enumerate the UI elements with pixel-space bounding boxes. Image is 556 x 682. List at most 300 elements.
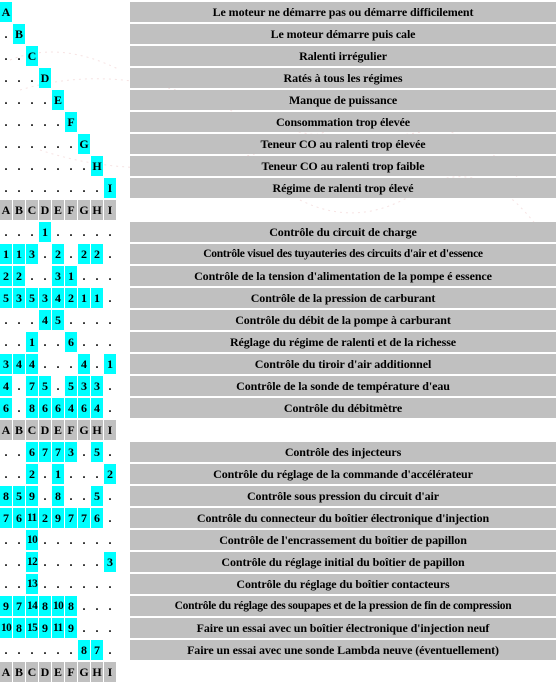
dot-cell: . xyxy=(4,181,8,195)
column-letter: A xyxy=(0,200,12,220)
gap-cell xyxy=(130,420,556,440)
empty-cell xyxy=(26,24,38,44)
spacer-cell xyxy=(117,90,129,110)
spacer-cell xyxy=(117,662,129,682)
column-letter: F xyxy=(65,420,77,440)
step-number: 5 xyxy=(39,376,51,396)
step-number: 10 xyxy=(52,596,64,616)
dot-cell: . xyxy=(108,445,112,459)
dot-cell: . xyxy=(108,577,112,591)
step-number: 4 xyxy=(26,354,38,374)
step-number: 7 xyxy=(26,376,38,396)
step-number: 8 xyxy=(13,618,25,638)
dot-cell: . xyxy=(56,137,60,151)
dot-cell: . xyxy=(17,335,21,349)
step-number: 7 xyxy=(0,508,12,528)
column-letter: C xyxy=(26,662,38,682)
dot-cell: . xyxy=(17,181,21,195)
column-letter: E xyxy=(52,662,64,682)
dot-cell: . xyxy=(30,159,34,173)
check-label: Contrôle du réglage initial du boîtier de papillon xyxy=(130,552,556,572)
dot-cell: . xyxy=(30,115,34,129)
step-number: 1 xyxy=(26,332,38,352)
spacer-cell xyxy=(117,222,129,242)
dot-cell: . xyxy=(95,621,99,635)
spacer-cell xyxy=(117,24,129,44)
empty-cell xyxy=(91,46,103,66)
dot-cell: . xyxy=(56,577,60,591)
dot-cell: . xyxy=(95,225,99,239)
spacer-cell xyxy=(117,178,129,198)
dot-cell: . xyxy=(69,467,73,481)
dot-cell: . xyxy=(108,225,112,239)
step-number: 10 xyxy=(0,618,12,638)
check-label: Contrôle visuel des tuyauteries des circuits d'air et d'essence xyxy=(130,244,556,264)
dot-cell: . xyxy=(4,335,8,349)
step-number: 9 xyxy=(39,618,51,638)
spacer-cell xyxy=(117,266,129,286)
dot-cell: . xyxy=(108,379,112,393)
empty-cell xyxy=(39,24,51,44)
dot-cell: . xyxy=(17,313,21,327)
empty-cell xyxy=(65,2,77,22)
dot-cell: . xyxy=(17,115,21,129)
dot-cell: . xyxy=(69,555,73,569)
step-number: 5 xyxy=(26,288,38,308)
symptom-letter: B xyxy=(13,24,25,44)
dot-cell: . xyxy=(4,115,8,129)
dot-cell: . xyxy=(95,269,99,283)
check-label: Contrôle des injecteurs xyxy=(130,442,556,462)
step-number: 3 xyxy=(91,376,103,396)
empty-cell xyxy=(78,68,90,88)
step-number: 5 xyxy=(65,376,77,396)
dot-cell: . xyxy=(17,379,21,393)
step-number: 4 xyxy=(91,398,103,418)
dot-cell: . xyxy=(95,533,99,547)
dot-cell: . xyxy=(82,489,86,503)
step-number: 8 xyxy=(0,486,12,506)
dot-cell: . xyxy=(82,599,86,613)
step-number: 2 xyxy=(65,288,77,308)
step-number: 2 xyxy=(104,464,116,484)
empty-cell xyxy=(39,2,51,22)
spacer-cell xyxy=(117,288,129,308)
step-number: 13 xyxy=(26,574,38,594)
empty-cell xyxy=(104,68,116,88)
empty-cell xyxy=(78,2,90,22)
step-number: 1 xyxy=(0,244,12,264)
dot-cell: . xyxy=(95,577,99,591)
dot-cell: . xyxy=(108,269,112,283)
step-number: 7 xyxy=(39,442,51,462)
dot-cell: . xyxy=(108,621,112,635)
spacer-cell xyxy=(117,486,129,506)
step-number: 1 xyxy=(91,288,103,308)
dot-cell: . xyxy=(95,313,99,327)
column-letter: H xyxy=(91,420,103,440)
dot-cell: . xyxy=(95,467,99,481)
step-number: 6 xyxy=(78,398,90,418)
empty-cell xyxy=(13,2,25,22)
empty-cell xyxy=(104,24,116,44)
empty-cell xyxy=(104,46,116,66)
empty-cell xyxy=(78,46,90,66)
dot-cell: . xyxy=(56,357,60,371)
symptom-letter: A xyxy=(0,2,12,22)
dot-cell: . xyxy=(69,313,73,327)
column-letter: B xyxy=(13,200,25,220)
dot-cell: . xyxy=(69,137,73,151)
dot-cell: . xyxy=(82,445,86,459)
step-number: 2 xyxy=(26,464,38,484)
check-label: Contrôle du débitmètre xyxy=(130,398,556,418)
step-number: 1 xyxy=(52,464,64,484)
step-number: 8 xyxy=(65,596,77,616)
step-number: 2 xyxy=(39,508,51,528)
dot-cell: . xyxy=(95,181,99,195)
step-number: 4 xyxy=(13,354,25,374)
step-number: 6 xyxy=(91,508,103,528)
step-number: 7 xyxy=(91,640,103,660)
dot-cell: . xyxy=(108,511,112,525)
symptom-label: Manque de puissance xyxy=(130,90,556,110)
column-letter: D xyxy=(39,420,51,440)
step-number: 7 xyxy=(78,508,90,528)
dot-cell: . xyxy=(4,27,8,41)
step-number: 5 xyxy=(52,310,64,330)
empty-cell xyxy=(104,2,116,22)
dot-cell: . xyxy=(43,555,47,569)
column-letter: G xyxy=(78,420,90,440)
step-number: 8 xyxy=(78,640,90,660)
dot-cell: . xyxy=(4,643,8,657)
step-number: 9 xyxy=(26,486,38,506)
symptom-label: Le moteur ne démarre pas ou démarre difficilement xyxy=(130,2,556,22)
dot-cell: . xyxy=(4,445,8,459)
step-number: 9 xyxy=(0,596,12,616)
dot-cell: . xyxy=(30,93,34,107)
step-number: 5 xyxy=(91,486,103,506)
dot-cell: . xyxy=(4,467,8,481)
symptom-letter: E xyxy=(52,90,64,110)
dot-cell: . xyxy=(108,335,112,349)
step-number: 3 xyxy=(65,442,77,462)
column-letter: B xyxy=(13,662,25,682)
step-number: 5 xyxy=(0,288,12,308)
dot-cell: . xyxy=(4,137,8,151)
empty-cell xyxy=(65,46,77,66)
dot-cell: . xyxy=(108,489,112,503)
dot-cell: . xyxy=(69,159,73,173)
dot-cell: . xyxy=(4,159,8,173)
dot-cell: . xyxy=(108,599,112,613)
dot-cell: . xyxy=(30,71,34,85)
dot-cell: . xyxy=(17,445,21,459)
column-letter: G xyxy=(78,662,90,682)
dot-cell: . xyxy=(17,49,21,63)
dot-cell: . xyxy=(108,291,112,305)
spacer-cell xyxy=(117,552,129,572)
dot-cell: . xyxy=(43,137,47,151)
dot-cell: . xyxy=(4,225,8,239)
empty-cell xyxy=(104,90,116,110)
step-number: 14 xyxy=(26,596,38,616)
step-number: 6 xyxy=(65,332,77,352)
dot-cell: . xyxy=(95,599,99,613)
dot-cell: . xyxy=(43,181,47,195)
step-number: 2 xyxy=(0,266,12,286)
step-number: 8 xyxy=(39,596,51,616)
dot-cell: . xyxy=(82,159,86,173)
check-label: Contrôle du réglage du boîtier contacteurs xyxy=(130,574,556,594)
spacer-cell xyxy=(117,530,129,550)
dot-cell: . xyxy=(4,555,8,569)
dot-cell: . xyxy=(69,533,73,547)
step-number: 4 xyxy=(65,398,77,418)
dot-cell: . xyxy=(82,335,86,349)
dot-cell: . xyxy=(43,643,47,657)
empty-cell xyxy=(91,134,103,154)
spacer-cell xyxy=(117,354,129,374)
symptom-letter: H xyxy=(91,156,103,176)
check-label: Contrôle de l'encrassement du boîtier de papillon xyxy=(130,530,556,550)
spacer-cell xyxy=(117,2,129,22)
empty-cell xyxy=(65,90,77,110)
dot-cell: . xyxy=(43,159,47,173)
step-number: 1 xyxy=(13,244,25,264)
dot-cell: . xyxy=(56,181,60,195)
dot-cell: . xyxy=(69,489,73,503)
dot-cell: . xyxy=(69,357,73,371)
step-number: 2 xyxy=(91,244,103,264)
step-number: 5 xyxy=(13,486,25,506)
dot-cell: . xyxy=(108,247,112,261)
dot-cell: . xyxy=(4,71,8,85)
empty-cell xyxy=(26,2,38,22)
dot-cell: . xyxy=(108,643,112,657)
dot-cell: . xyxy=(17,577,21,591)
symptom-letter: G xyxy=(78,134,90,154)
dot-cell: . xyxy=(82,533,86,547)
dot-cell: . xyxy=(82,181,86,195)
symptom-letter: C xyxy=(26,46,38,66)
dot-cell: . xyxy=(43,93,47,107)
column-letter: B xyxy=(13,420,25,440)
spacer-cell xyxy=(117,46,129,66)
step-number: 8 xyxy=(52,486,64,506)
check-label: Contrôle du réglage des soupapes et de la pression de fin de compression xyxy=(130,596,556,616)
spacer-cell xyxy=(117,618,129,638)
dot-cell: . xyxy=(95,335,99,349)
dot-cell: . xyxy=(17,555,21,569)
dot-cell: . xyxy=(108,401,112,415)
empty-cell xyxy=(104,112,116,132)
gap-cell xyxy=(130,200,556,220)
column-letter: I xyxy=(104,662,116,682)
step-number: 1 xyxy=(104,354,116,374)
spacer-cell xyxy=(117,508,129,528)
dot-cell: . xyxy=(17,225,21,239)
empty-cell xyxy=(78,112,90,132)
gap-cell xyxy=(130,662,556,682)
step-number: 6 xyxy=(52,398,64,418)
dot-cell: . xyxy=(4,313,8,327)
column-letter: H xyxy=(91,662,103,682)
spacer-cell xyxy=(117,420,129,440)
step-number: 10 xyxy=(26,530,38,550)
spacer-cell xyxy=(117,156,129,176)
dot-cell: . xyxy=(4,533,8,547)
dot-cell: . xyxy=(17,71,21,85)
dot-cell: . xyxy=(17,401,21,415)
dot-cell: . xyxy=(69,181,73,195)
dot-cell: . xyxy=(17,159,21,173)
symptom-label: Le moteur démarre puis cale xyxy=(130,24,556,44)
dot-cell: . xyxy=(17,643,21,657)
empty-cell xyxy=(91,112,103,132)
dot-cell: . xyxy=(69,643,73,657)
step-number: 3 xyxy=(104,552,116,572)
empty-cell xyxy=(52,2,64,22)
dot-cell: . xyxy=(82,313,86,327)
check-label: Contrôle de la sonde de température d'eau xyxy=(130,376,556,396)
dot-cell: . xyxy=(108,533,112,547)
step-number: 3 xyxy=(26,244,38,264)
step-number: 4 xyxy=(0,376,12,396)
step-number: 5 xyxy=(91,442,103,462)
dot-cell: . xyxy=(43,115,47,129)
column-letter: D xyxy=(39,662,51,682)
check-label: Faire un essai avec une sonde Lambda neuve (éventuellement) xyxy=(130,640,556,660)
dot-cell: . xyxy=(17,467,21,481)
spacer-cell xyxy=(117,398,129,418)
empty-cell xyxy=(78,24,90,44)
dot-cell: . xyxy=(69,247,73,261)
column-letter: F xyxy=(65,662,77,682)
spacer-cell xyxy=(117,68,129,88)
step-number: 3 xyxy=(52,266,64,286)
column-letter: A xyxy=(0,662,12,682)
spacer-cell xyxy=(117,200,129,220)
symptom-label: Régime de ralenti trop élevé xyxy=(130,178,556,198)
spacer-cell xyxy=(117,464,129,484)
step-number: 3 xyxy=(39,288,51,308)
dot-cell: . xyxy=(30,313,34,327)
dot-cell: . xyxy=(4,49,8,63)
step-number: 15 xyxy=(26,618,38,638)
column-letter: E xyxy=(52,420,64,440)
dot-cell: . xyxy=(82,555,86,569)
step-number: 6 xyxy=(0,398,12,418)
dot-cell: . xyxy=(17,533,21,547)
step-number: 3 xyxy=(0,354,12,374)
step-number: 1 xyxy=(78,288,90,308)
dot-cell: . xyxy=(56,643,60,657)
spacer-cell xyxy=(117,332,129,352)
empty-cell xyxy=(91,2,103,22)
symptom-label: Teneur CO au ralenti trop élevée xyxy=(130,134,556,154)
step-number: 1 xyxy=(65,266,77,286)
spacer-cell xyxy=(117,112,129,132)
dot-cell: . xyxy=(69,225,73,239)
empty-cell xyxy=(52,24,64,44)
column-letter: C xyxy=(26,200,38,220)
column-letter: I xyxy=(104,200,116,220)
step-number: 4 xyxy=(52,288,64,308)
dot-cell: . xyxy=(108,313,112,327)
step-number: 7 xyxy=(52,442,64,462)
step-number: 2 xyxy=(52,244,64,264)
empty-cell xyxy=(104,156,116,176)
column-letter: G xyxy=(78,200,90,220)
column-letter: F xyxy=(65,200,77,220)
spacer-cell xyxy=(117,574,129,594)
spacer-cell xyxy=(117,596,129,616)
dot-cell: . xyxy=(30,181,34,195)
step-number: 11 xyxy=(26,508,38,528)
spacer-cell xyxy=(117,310,129,330)
check-label: Contrôle du réglage de la commande d'accélérateur xyxy=(130,464,556,484)
dot-cell: . xyxy=(69,577,73,591)
column-letter: I xyxy=(104,420,116,440)
empty-cell xyxy=(52,46,64,66)
column-letter: C xyxy=(26,420,38,440)
check-label: Faire un essai avec un boîtier électronique d'injection neuf xyxy=(130,618,556,638)
spacer-cell xyxy=(117,244,129,264)
step-number: 2 xyxy=(78,244,90,264)
dot-cell: . xyxy=(82,621,86,635)
dot-cell: . xyxy=(82,467,86,481)
dot-cell: . xyxy=(82,225,86,239)
dot-cell: . xyxy=(43,489,47,503)
empty-cell xyxy=(91,24,103,44)
check-label: Réglage du régime de ralenti et de la richesse xyxy=(130,332,556,352)
column-letter: H xyxy=(91,200,103,220)
step-number: 9 xyxy=(52,508,64,528)
dot-cell: . xyxy=(30,137,34,151)
symptom-letter: F xyxy=(65,112,77,132)
symptom-label: Ralenti irrégulier xyxy=(130,46,556,66)
step-number: 8 xyxy=(26,398,38,418)
dot-cell: . xyxy=(56,115,60,129)
symptom-label: Teneur CO au ralenti trop faible xyxy=(130,156,556,176)
empty-cell xyxy=(52,68,64,88)
empty-cell xyxy=(78,90,90,110)
symptom-letter: I xyxy=(104,178,116,198)
empty-cell xyxy=(65,68,77,88)
dot-cell: . xyxy=(4,577,8,591)
dot-cell: . xyxy=(56,225,60,239)
empty-cell xyxy=(91,90,103,110)
spacer-cell xyxy=(117,134,129,154)
step-number: 11 xyxy=(52,618,64,638)
empty-cell xyxy=(65,24,77,44)
dot-cell: . xyxy=(56,159,60,173)
dot-cell: . xyxy=(82,577,86,591)
dot-cell: . xyxy=(43,247,47,261)
column-letter: E xyxy=(52,200,64,220)
dot-cell: . xyxy=(56,335,60,349)
check-label: Contrôle du tiroir d'air additionnel xyxy=(130,354,556,374)
empty-cell xyxy=(91,68,103,88)
spacer-cell xyxy=(117,376,129,396)
step-number: 3 xyxy=(13,288,25,308)
dot-cell: . xyxy=(30,225,34,239)
dot-cell: . xyxy=(43,577,47,591)
dot-cell: . xyxy=(43,533,47,547)
symptom-label: Consommation trop élevée xyxy=(130,112,556,132)
